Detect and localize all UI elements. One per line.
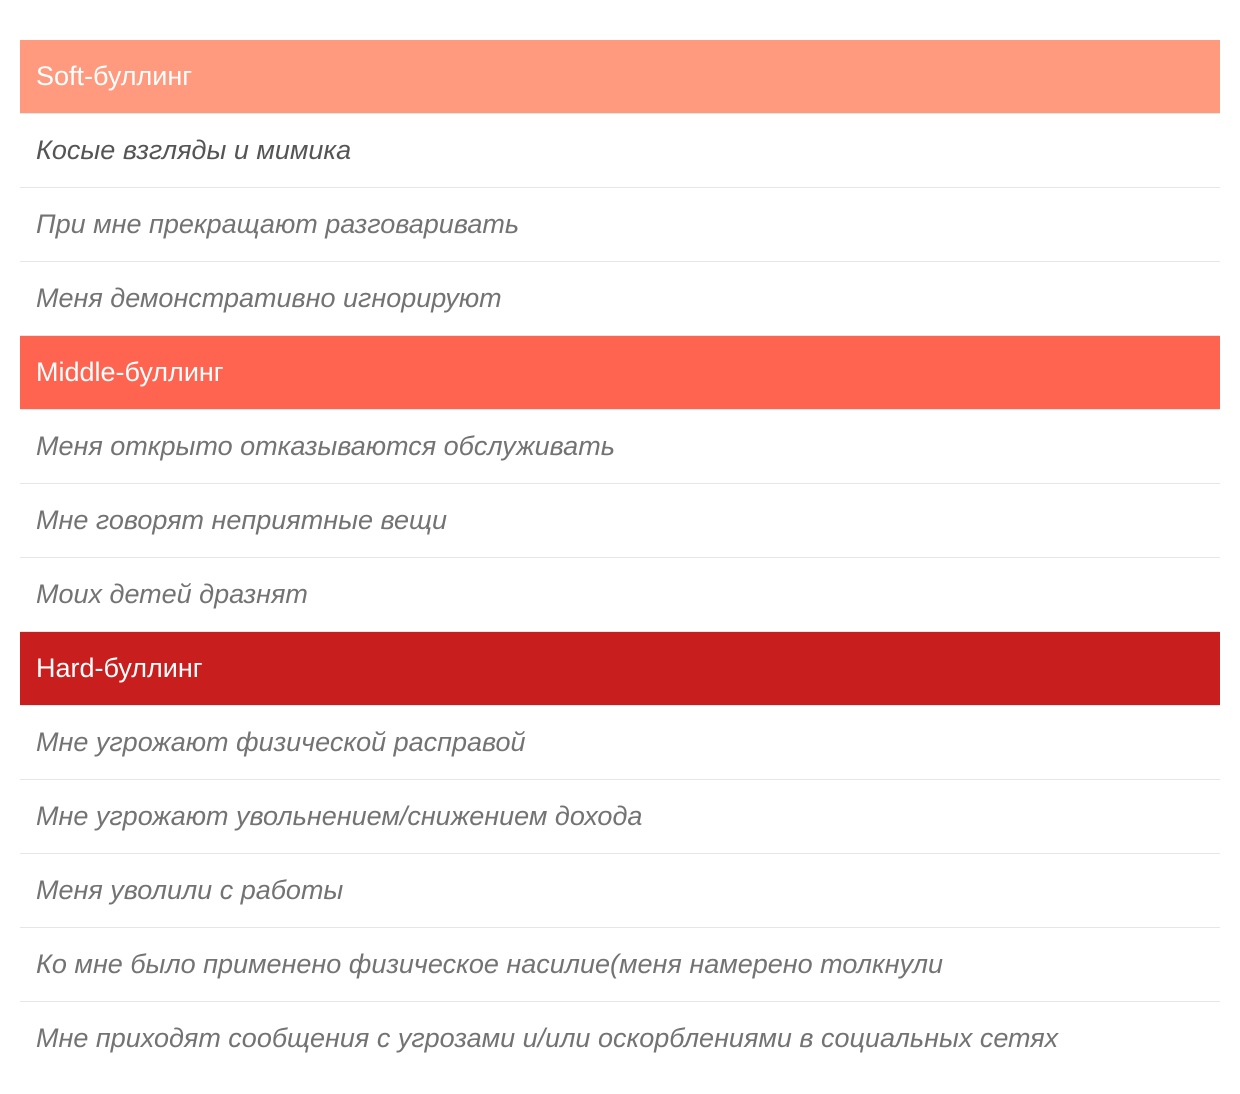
- table-row: [20, 558, 1220, 632]
- row-text: Меня уволили с работы: [36, 875, 344, 905]
- row-text: Ко мне было применено физическое насилие(меня намерено толкнули: [36, 949, 944, 979]
- section-title: Soft-буллинг: [36, 61, 193, 91]
- section-header-middle: [20, 336, 1220, 410]
- table-row: [20, 188, 1220, 262]
- section-header-soft: [20, 40, 1220, 114]
- row-text: Мне приходят сообщения с угрозами и/или оскорблениями в социальных сетях: [36, 1023, 1059, 1053]
- row-text: Мне говорят неприятные вещи: [36, 505, 447, 535]
- row-text: При мне прекращают разговаривать: [36, 209, 520, 239]
- table-row: [20, 780, 1220, 854]
- table-row: [20, 854, 1220, 928]
- row-text: Моих детей дразнят: [36, 579, 308, 609]
- section-title: Hard-буллинг: [36, 653, 203, 683]
- row-text: Меня демонстративно игнорируют: [36, 283, 502, 313]
- table-row: [20, 484, 1220, 558]
- bullying-levels-table: [20, 40, 1220, 1075]
- section-header-hard: [20, 632, 1220, 706]
- table-row: [20, 114, 1220, 188]
- table-row: [20, 928, 1220, 1002]
- table-row: [20, 410, 1220, 484]
- row-text: Косые взгляды и мимика: [36, 135, 352, 165]
- table-row: [20, 706, 1220, 780]
- row-text: Мне угрожают физической расправой: [36, 727, 526, 757]
- row-text: Мне угрожают увольнением/снижением дохода: [36, 801, 643, 831]
- table-row: [20, 1002, 1220, 1075]
- row-text: Меня открыто отказываются обслуживать: [36, 431, 615, 461]
- table-row: [20, 262, 1220, 336]
- section-title: Middle-буллинг: [36, 357, 224, 387]
